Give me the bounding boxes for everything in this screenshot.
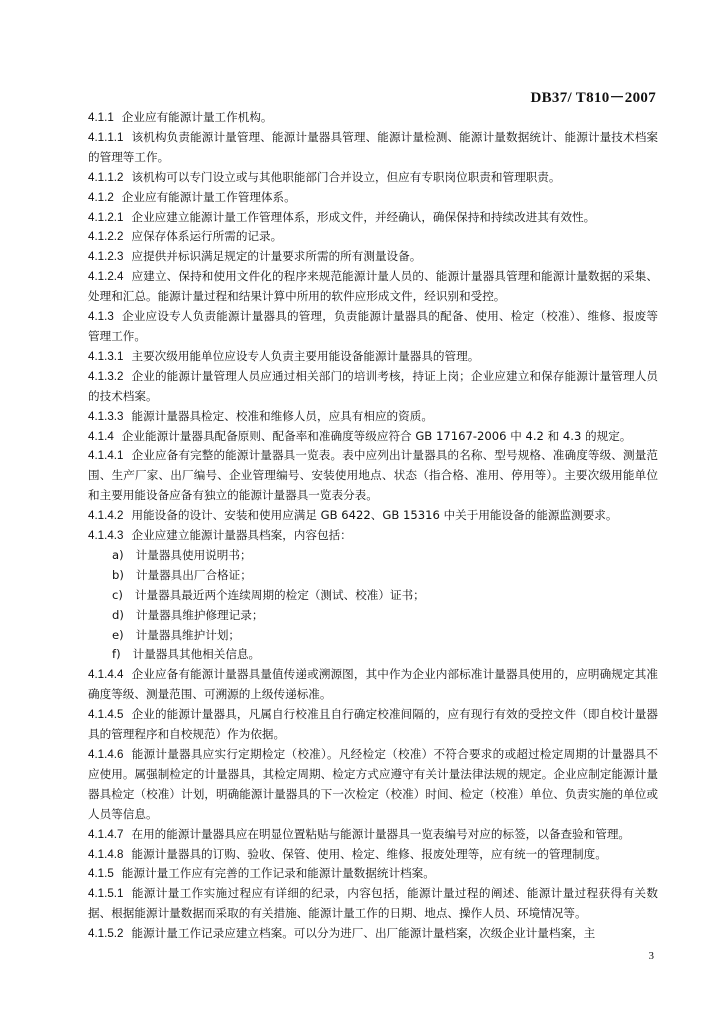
clause-number: 4.1.1.2 — [88, 170, 124, 184]
list-item-text: 计量器具使用说明书； — [135, 547, 252, 562]
clause-number: 4.1.3.3 — [88, 409, 124, 423]
clause-paragraph — [88, 307, 658, 347]
list-item-label: d) — [112, 607, 124, 622]
clause-number: 4.1.4.3 — [88, 529, 124, 543]
clause-number: 4.1.4 — [88, 429, 114, 443]
clause-paragraph — [88, 108, 658, 128]
clause-paragraph — [88, 705, 658, 745]
list-item — [88, 626, 658, 646]
list-item-text: 计量器具维护计划； — [135, 627, 241, 642]
list-item — [88, 566, 658, 586]
clause-text: 企业能源计量器具配备原则、配备率和准确度等级应符合 GB 17167-2006 中 4.2 和 4.3 的规定。 — [121, 428, 632, 443]
clause-text: 该机构可以专门设立或与其他职能部门合并设立，但应有专职岗位职责和管理职责。 — [131, 169, 561, 184]
clause-text: 在用的能源计量器具应在明显位置粘贴与能源计量器具一览表编号对应的标签，以备查验和管理。 — [131, 826, 631, 841]
clause-text: 企业应建立能源计量工作管理体系，形成文件，并经确认，确保保持和持续改进其有效性。 — [131, 209, 596, 224]
list-item-text: 计量器具维护修理记录； — [135, 607, 264, 622]
list-item — [88, 606, 658, 626]
clause-text: 企业的能源计量器具，凡属自行校准且自行确定校准间隔的，应有现行有效的受控文件（即自校计量器具的管理程序和自校规范）作为依据。 — [88, 707, 658, 742]
clause-text: 能源计量器具检定、校准和维修人员，应具有相应的资质。 — [131, 408, 433, 423]
clause-number: 4.1.5 — [88, 867, 114, 881]
clause-number: 4.1.2.4 — [88, 270, 124, 284]
list-item-label: f) — [112, 647, 121, 662]
clause-paragraph — [88, 227, 658, 247]
clause-paragraph — [88, 347, 658, 367]
clause-number: 4.1.4.5 — [88, 708, 124, 722]
clause-paragraph — [88, 506, 658, 526]
clause-text: 应建立、保持和使用文件化的程序来规范能源计量人员的、能源计量器具管理和能源计量数据的采集、处理和汇总。能源计量过程和结果计算中所用的软件应形成文件，经识别和受控。 — [88, 269, 658, 304]
clause-paragraph — [88, 665, 658, 705]
paragraph-group-1 — [88, 108, 658, 546]
clause-text: 企业应有能源计量工作管理体系。 — [121, 189, 296, 204]
document-code: DB37/ T810－2007 — [530, 90, 656, 106]
clause-paragraph — [88, 446, 658, 506]
clause-paragraph — [88, 367, 658, 407]
clause-number: 4.1.4.4 — [88, 668, 124, 682]
clause-number: 4.1.3.1 — [88, 349, 124, 363]
clause-text: 企业应建立能源计量器具档案，内容包括： — [131, 528, 352, 543]
clause-number: 4.1.4.8 — [88, 847, 124, 861]
clause-number: 4.1.3 — [88, 310, 114, 324]
list-item — [88, 586, 658, 606]
clause-number: 4.1.1 — [88, 111, 114, 124]
clause-text: 能源计量工作应有完善的工作记录和能源计量数据统计档案。 — [121, 866, 435, 881]
clause-number: 4.1.2.1 — [88, 210, 124, 224]
clause-text: 能源计量工作记录应建立档案。可以分为进厂、出厂能源计量档案，次级企业计量档案，主 — [131, 926, 596, 941]
clause-paragraph — [88, 825, 658, 845]
list-item-text: 计量器具其他相关信息。 — [132, 647, 261, 662]
clause-text: 该机构负责能源计量管理、能源计量器具管理、能源计量检测、能源计量数据统计、能源计量技术档案的管理等工作。 — [88, 129, 658, 164]
list-item-text: 计量器具最近两个连续周期的检定（测试、校准）证书； — [134, 587, 425, 602]
clause-paragraph — [88, 267, 658, 307]
clause-paragraph — [88, 924, 658, 944]
page-number: 3 — [648, 950, 654, 962]
clause-text: 能源计量器具的订购、验收、保管、使用、检定、维修、报废处理等，应有统一的管理制度。 — [131, 846, 607, 861]
clause-text: 企业应备有完整的能源计量器具一览表。表中应列出计量器具的名称、型号规格、准确度等级、测量范围、生产厂家、出厂编号、企业管理编号、安装使用地点、状态（指合格、准用、停用等）。主要次级用能单位和主要用能设备应备有独立的能源计量器具一览表分表。 — [88, 448, 658, 503]
clause-number: 4.1.5.1 — [88, 887, 124, 901]
clause-paragraph — [88, 128, 658, 168]
clause-paragraph — [88, 526, 658, 546]
clause-text: 应提供并标识满足规定的计量要求所需的所有测量设备。 — [131, 249, 422, 264]
clause-text: 企业应设专人负责能源计量器具的管理，负责能源计量器具的配备、使用、检定（校准）、维修、报废等管理工作。 — [88, 309, 658, 343]
clause-text: 能源计量器具应实行定期检定（校准）。凡经检定（校准）不符合要求的或超过检定周期的计量器具不应使用。属强制检定的计量器具，其检定周期、检定方式应遵守有关计量法律法规的规定。企业应制定能源计量器具检定（校准）计划，明确能源计量器具的下一次检定（校准）时间、检定（校准）单位、负责实施的单位或人员等信息。 — [88, 747, 658, 821]
content-list — [88, 546, 658, 665]
clause-number: 4.1.2.3 — [88, 250, 124, 264]
clause-paragraph — [88, 168, 658, 188]
clause-text: 能源计量工作实施过程应有详细的纪录，内容包括，能源计量过程的阐述、能源计量过程获得有关数据、根据能源计量数据而采取的有关措施、能源计量工作的日期、地点、操作人员、环境情况等。 — [88, 886, 658, 921]
list-item-label: b) — [112, 567, 124, 582]
list-item — [88, 645, 658, 665]
clause-paragraph — [88, 427, 658, 447]
document-body — [88, 108, 658, 944]
clause-paragraph — [88, 845, 658, 865]
clause-number: 4.1.1.1 — [88, 130, 124, 144]
clause-paragraph — [88, 745, 658, 825]
clause-number: 4.1.2 — [88, 190, 114, 204]
clause-text: 应保存体系运行所需的记录。 — [131, 229, 283, 244]
clause-text: 用能设备的设计、安装和使用应满足 GB 6422、GB 15316 中关于用能设备的能源监测要求。 — [131, 508, 618, 523]
clause-paragraph — [88, 884, 658, 924]
clause-number: 4.1.4.1 — [88, 449, 124, 463]
list-item-label: e) — [112, 627, 124, 642]
clause-text: 企业应有能源计量工作机构。 — [121, 110, 273, 124]
list-item-text: 计量器具出厂合格证； — [135, 567, 252, 582]
list-item-label: c) — [112, 587, 123, 602]
clause-paragraph — [88, 407, 658, 427]
clause-text: 主要次级用能单位应设专人负责主要用能设备能源计量器具的管理。 — [131, 348, 480, 363]
clause-number: 4.1.4.6 — [88, 748, 124, 761]
clause-number: 4.1.4.7 — [88, 827, 124, 841]
clause-paragraph — [88, 208, 658, 228]
list-item-label: a) — [112, 547, 124, 562]
clause-text: 企业应备有能源计量器具量值传递或溯源图，其中作为企业内部标准计量器具使用的，应明确规定其准确度等级、测量范围、可溯源的上级传递标准。 — [88, 667, 658, 702]
clause-number: 4.1.5.2 — [88, 927, 124, 941]
list-item — [88, 546, 658, 566]
clause-text: 企业的能源计量管理人员应通过相关部门的培训考核，持证上岗；企业应建立和保存能源计量管理人员的技术档案。 — [88, 368, 658, 403]
clause-paragraph — [88, 188, 658, 208]
paragraph-group-2 — [88, 665, 658, 944]
clause-number: 4.1.4.2 — [88, 509, 124, 523]
clause-number: 4.1.3.2 — [88, 369, 124, 383]
clause-number: 4.1.2.2 — [88, 230, 124, 244]
clause-paragraph — [88, 864, 658, 884]
clause-paragraph — [88, 247, 658, 267]
